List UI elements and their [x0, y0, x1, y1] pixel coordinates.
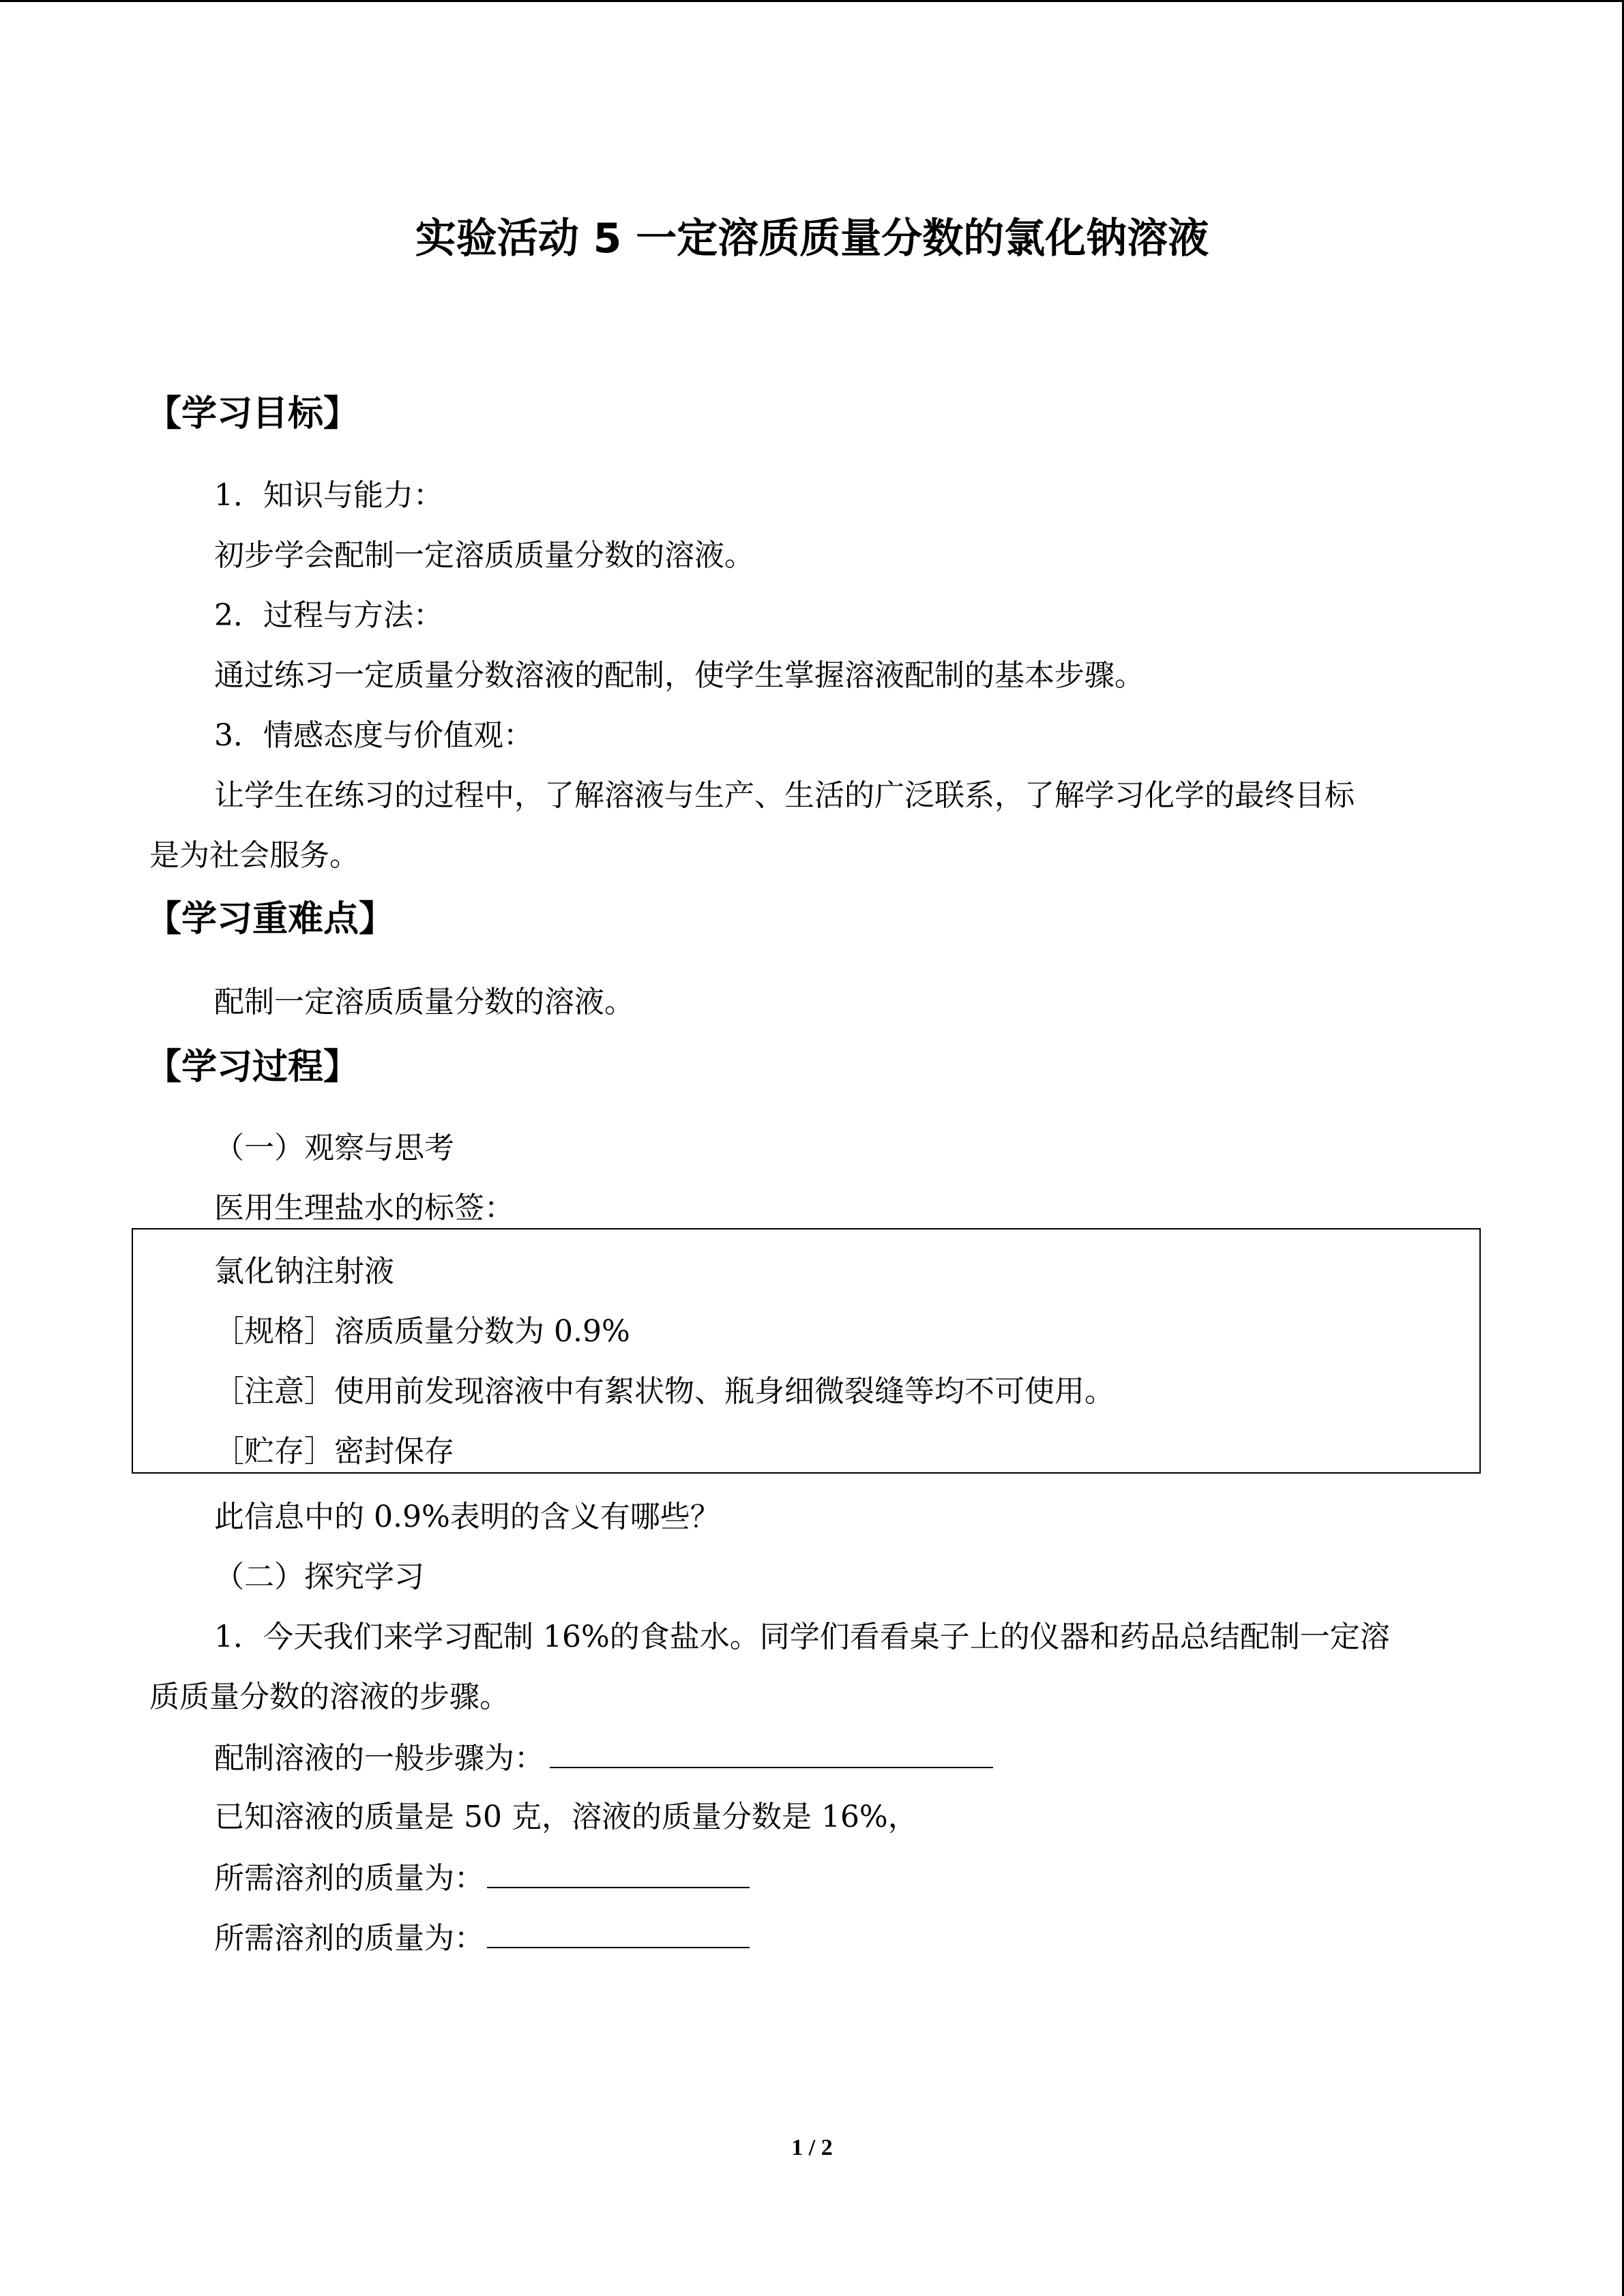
keypoints-text: 配制一定溶质质量分数的溶液。	[214, 985, 634, 1019]
label-line-storage: ［贮存］密封保存	[214, 1434, 454, 1469]
solvent2-label: 所需溶剂的质量为：	[214, 1921, 484, 1956]
solvent2-prompt	[214, 1917, 750, 1959]
solvent1-label: 所需溶剂的质量为：	[214, 1861, 484, 1896]
section-heading-objectives: 【学习目标】	[146, 393, 359, 434]
solvent1-prompt	[214, 1857, 750, 1899]
solvent2-answer-blank[interactable]	[487, 1917, 750, 1948]
objective-2-title: 2．过程与方法：	[214, 598, 443, 633]
section-heading-keypoints: 【学习重难点】	[146, 899, 395, 940]
section-heading-process: 【学习过程】	[146, 1047, 359, 1088]
objective-1-text: 初步学会配制一定溶质质量分数的溶液。	[214, 538, 754, 573]
objective-1-title: 1．知识与能力：	[214, 478, 443, 513]
label-intro: 医用生理盐水的标签：	[214, 1191, 514, 1225]
objective-3-text-line1: 让学生在练习的过程中，了解溶液与生产、生活的广泛联系，了解学习化学的最终目标	[214, 778, 1355, 813]
objective-2-text: 通过练习一定质量分数溶液的配制，使学生掌握溶液配制的基本步骤。	[214, 658, 1145, 693]
task1-line1: 1．今天我们来学习配制 16%的食盐水。同学们看看桌子上的仪器和药品总结配制一定溶	[214, 1620, 1390, 1654]
process-part2-title: （二）探究学习	[214, 1560, 424, 1594]
label-line-spec: ［规格］溶质质量分数为 0.9%	[214, 1314, 630, 1349]
steps-label: 配制溶液的一般步骤为：	[214, 1741, 544, 1776]
objective-3-title: 3．情感态度与价值观：	[214, 718, 533, 753]
question-text: 此信息中的 0.9%表明的含义有哪些？	[214, 1500, 720, 1534]
objective-3-text-line2: 是为社会服务。	[149, 838, 359, 873]
page-number: 1 / 2	[791, 2135, 833, 2160]
task1-line2: 质质量分数的溶液的步骤。	[149, 1680, 510, 1714]
label-line-name: 氯化钠注射液	[214, 1254, 394, 1289]
given-text: 已知溶液的质量是 50 克，溶液的质量分数是 16%，	[214, 1800, 918, 1834]
solvent1-answer-blank[interactable]	[487, 1857, 750, 1888]
page-border-top	[0, 0, 1624, 2]
steps-prompt	[214, 1737, 993, 1779]
label-line-caution: ［注意］使用前发现溶液中有絮状物、瓶身细微裂缝等均不可使用。	[214, 1374, 1114, 1409]
process-part1-title: （一）观察与思考	[214, 1131, 454, 1165]
steps-answer-blank[interactable]	[550, 1737, 993, 1768]
page-title: 实验活动 5 一定溶质质量分数的氯化钠溶液	[415, 215, 1209, 263]
